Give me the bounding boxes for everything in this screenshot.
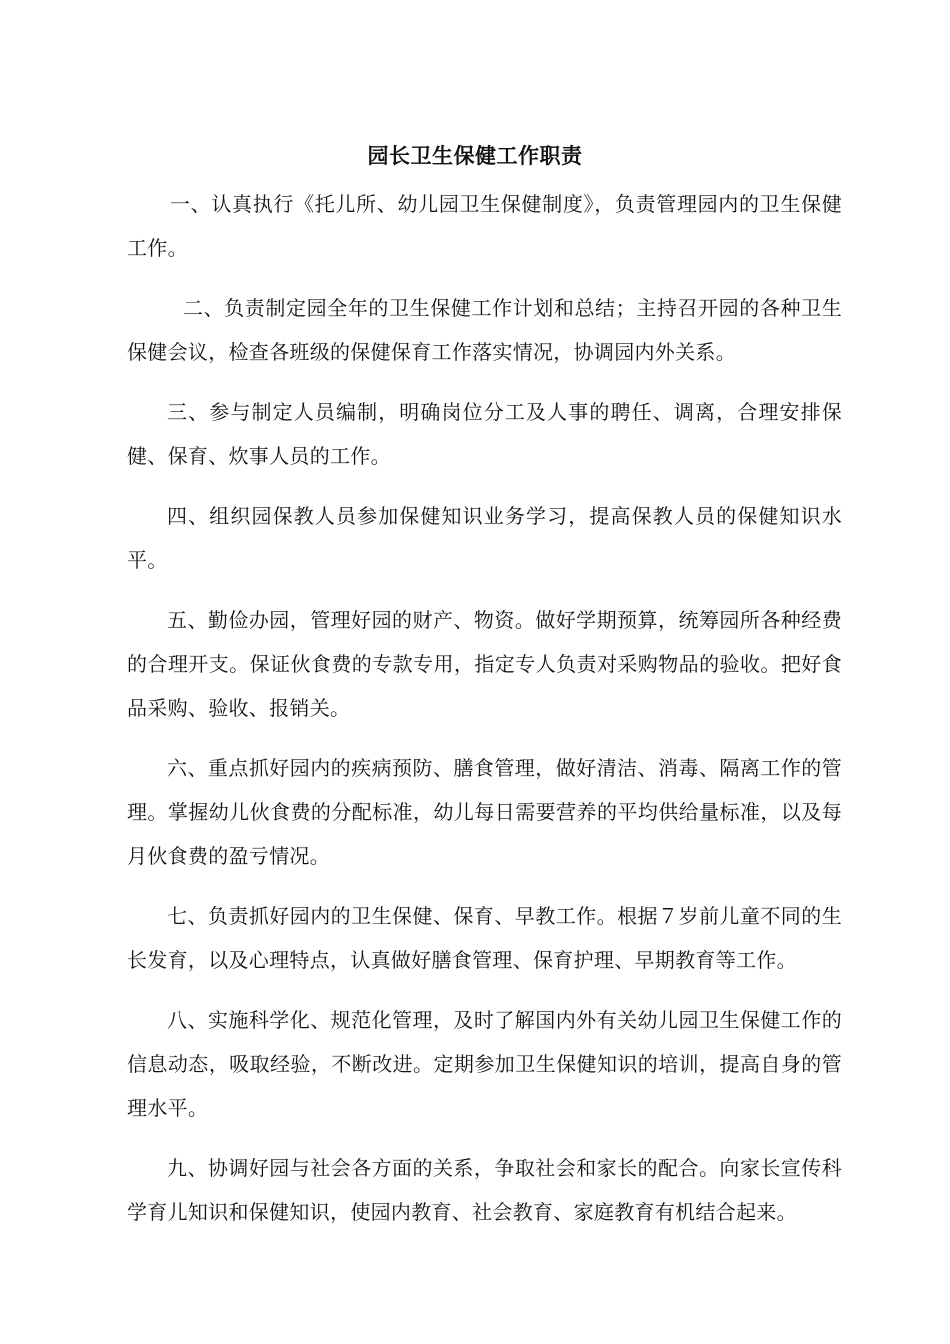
document-title: 园长卫生保健工作职责 xyxy=(367,143,583,168)
paragraph-6: 六、重点抓好园内的疾病预防、膳食管理，做好清洁、消毒、隔离工作的管理。掌握幼儿伙食费的分配标准，幼儿每日需要营养的平均供给量标准，以及每月伙食费的盈亏情况。 xyxy=(127,756,842,868)
paragraph-1: 一、认真执行《托儿所、幼儿园卫生保健制度》，负责管理园内的卫生保健工作。 xyxy=(127,192,842,260)
paragraph-9: 九、协调好园与社会各方面的关系，争取社会和家长的配合。向家长宣传科学育儿知识和保健知识，使园内教育、社会教育、家庭教育有机结合起来。 xyxy=(127,1156,842,1224)
paragraph-4: 四、组织园保教人员参加保健知识业务学习，提高保教人员的保健知识水平。 xyxy=(127,504,842,572)
document-body xyxy=(127,182,842,1250)
paragraph-2: 二、负责制定园全年的卫生保健工作计划和总结；主持召开园的各种卫生保健会议，检查各班级的保健保育工作落实情况，协调园内外关系。 xyxy=(127,296,842,364)
paragraph-8: 八、实施科学化、规范化管理，及时了解国内外有关幼儿园卫生保健工作的信息动态，吸取经验，不断改进。定期参加卫生保健知识的培训，提高自身的管理水平。 xyxy=(127,1008,842,1120)
paragraph-5: 五、勤俭办园，管理好园的财产、物资。做好学期预算，统筹园所各种经费的合理开支。保证伙食费的专款专用，指定专人负责对采购物品的验收。把好食品采购、验收、报销关。 xyxy=(127,608,842,720)
paragraph-7: 七、负责抓好园内的卫生保健、保育、早教工作。根据７岁前儿童不同的生长发育，以及心理特点，认真做好膳食管理、保育护理、早期教育等工作。 xyxy=(127,904,842,972)
paragraph-3: 三、参与制定人员编制，明确岗位分工及人事的聘任、调离，合理安排保健、保育、炊事人员的工作。 xyxy=(127,400,842,468)
